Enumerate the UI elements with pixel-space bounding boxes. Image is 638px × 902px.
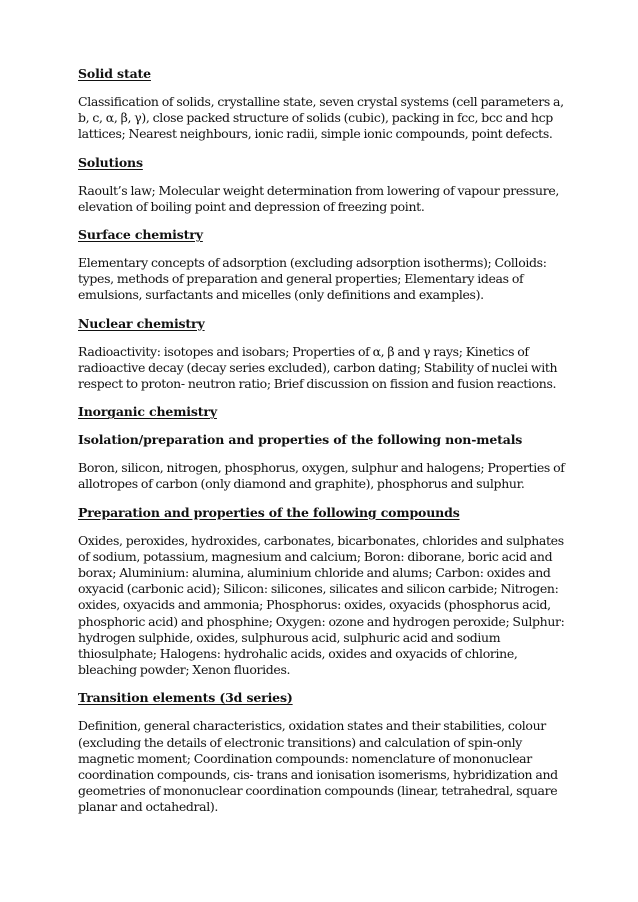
section-heading-transition-elements: Transition elements (3d series) — [78, 690, 293, 706]
section-heading-inorganic-chemistry: Inorganic chemistry — [78, 404, 217, 420]
section-text-compounds: Oxides, peroxides, hydroxides, carbonates, bicarbonates, chlorides and sulphates of sodium, potassium, magnesium and calcium; Boron: diborane, boric acid and borax; Aluminium: alumina, aluminium chloride and alums; Carbon: oxides and oxyacid (carbonic acid); Silicon: silicones, silicates and silicon carbide; Nitrogen: oxides, oxyacids and ammonia; Phosphorus: oxides, oxyacids (phosphorus acid, phosphoric acid) and phosphine; Oxygen: ozone and hydrogen peroxide; Sulphur: hydrogen sulphide, oxides, sulphurous acid, sulphuric acid and sodium thiosulphate; Halogens: hydrohalic acids, oxides and oxyacids of chlorine, bleaching powder; Xenon fluorides. — [78, 532, 565, 678]
section-text-solutions: Raoult’s law; Molecular weight determination from lowering of vapour pressure, elevation of boiling point and depression of freezing point. — [78, 182, 560, 214]
section-text-transition-elements: Definition, general characteristics, oxidation states and their stabilities, colour (excluding the details of electronic transitions) and calculation of spin-only magnetic moment; Coordination compounds: nomenclature of mononuclear coordination compounds, cis- trans and ionisation isomerisms, hybridization and geometries of mononuclear coordination compounds (linear, tetrahedral, square planar and octahedral). — [78, 718, 558, 815]
section-heading-surface-chemistry: Surface chemistry — [78, 227, 203, 243]
section-text-solid-state: Classification of solids, crystalline state, seven crystal systems (cell parameters a, b, c, α, β, γ), close packed structure of solids (cubic), packing in fcc, bcc and hcp lattices; Nearest neighbours, ionic radii, simple ionic compounds, point defects. — [78, 94, 564, 142]
section-subheading-non-metals: Isolation/preparation and properties of the following non-metals — [78, 432, 523, 448]
section-text-non-metals: Boron, silicon, nitrogen, phosphorus, oxygen, sulphur and halogens; Properties of allotropes of carbon (only diamond and graphite), phosphorus and sulphur. — [78, 460, 565, 492]
section-text-nuclear-chemistry: Radioactivity: isotopes and isobars; Properties of α, β and γ rays; Kinetics of radioactive decay (decay series excluded), carbon dating; Stability of nuclei with respect to proton- neutron ratio; Brief discussion on fission and fusion reactions. — [78, 343, 558, 392]
section-heading-nuclear-chemistry: Nuclear chemistry — [78, 315, 205, 331]
section-text-surface-chemistry: Elementary concepts of adsorption (excluding adsorption isotherms); Colloids: types, methods of preparation and general properties; Elementary ideas of emulsions, surfactants and micelles (only definitions and examples). — [78, 255, 547, 303]
section-heading-compounds: Preparation and properties of the following compounds — [78, 504, 460, 520]
section-heading-solid-state: Solid state — [78, 66, 151, 81]
section-heading-solutions: Solutions — [78, 154, 143, 170]
document-page — [78, 66, 568, 828]
